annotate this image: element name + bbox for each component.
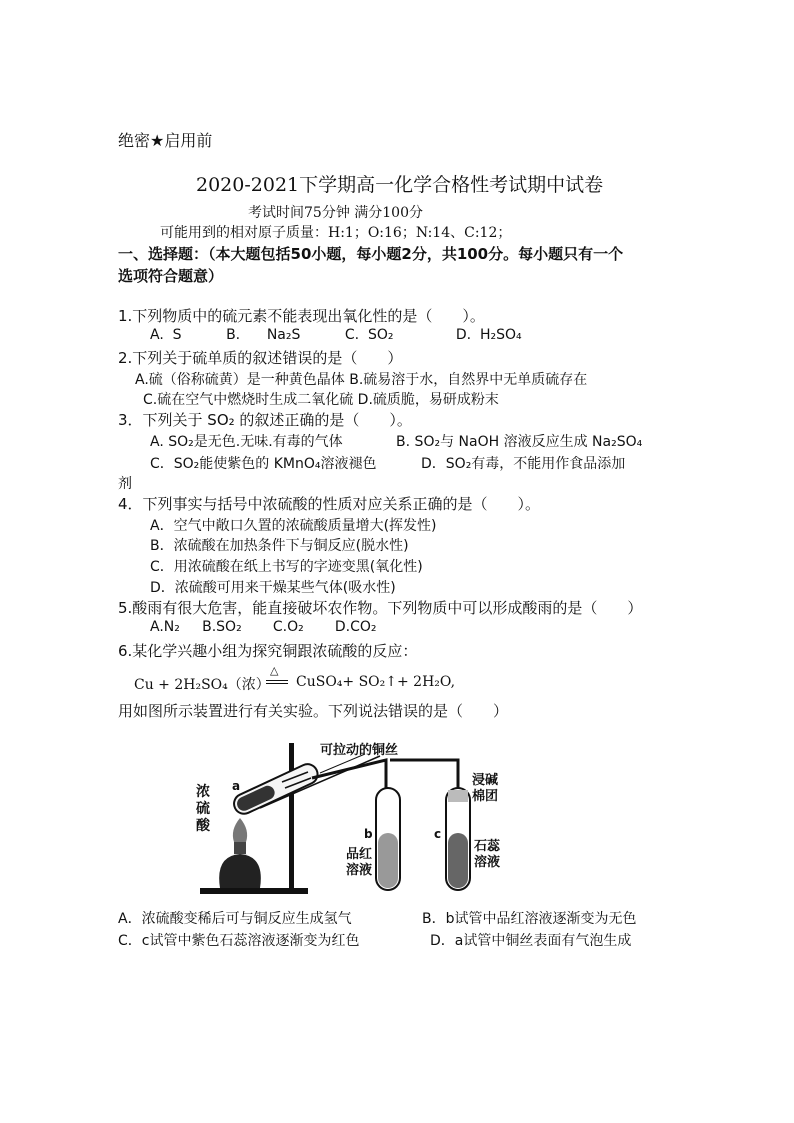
- heat-condition-symbol: △: [270, 664, 279, 677]
- section-heading-line1: 一、选择题：（本大题包括50小题，每小题2分，共100分。每小题只有一个: [118, 245, 624, 263]
- question-6-prompt: 用如图所示装置进行有关实验。下列说法错误的是（ ）: [118, 702, 509, 720]
- question-4-stem: 4．下列事实与括号中浓硫酸的性质对应关系正确的是（ ）。: [118, 495, 541, 513]
- question-6-option-a: A．浓硫酸变稀后可与铜反应生成氢气: [118, 911, 352, 927]
- page-title: 2020-2021下学期高一化学合格性考试期中试卷: [196, 174, 604, 196]
- label-c: c: [434, 827, 442, 841]
- question-1-options: A. S B. Na₂S C. SO₂ D. H₂SO₄: [150, 327, 522, 343]
- label-alkali-cotton-2: 棉团: [472, 789, 499, 804]
- exam-info: 考试时间75分钟 满分100分: [248, 205, 423, 221]
- label-alkali-cotton-1: 浸碱: [472, 773, 499, 788]
- question-2-options-line2: C.硫在空气中燃烧时生成二氧化硫 D.硫质脆，易研成粉末: [143, 392, 499, 408]
- atomic-masses: 可能用到的相对原子质量：H:1；O:16；N:14、C:12；: [160, 225, 512, 241]
- question-4-option-a: A．空气中敞口久置的浓硫酸质量增大(挥发性): [150, 518, 437, 534]
- test-tube-a: [231, 761, 321, 817]
- equation-left: Cu + 2H₂SO₄（浓）: [134, 677, 270, 693]
- question-3-options-line1: A. SO₂是无色.无味.有毒的气体 B. SO₂与 NaOH 溶液反应生成 Na₂SO₄: [150, 434, 643, 450]
- label-conc-acid-2: 硫: [196, 801, 210, 817]
- label-a: a: [232, 779, 241, 793]
- question-6-stem: 6.某化学兴趣小组为探究铜跟浓硫酸的反应：: [118, 642, 418, 660]
- stand-rod: [289, 743, 294, 890]
- label-litmus-1: 石蕊: [474, 839, 501, 854]
- experiment-apparatus-diagram: [190, 738, 660, 896]
- question-4-option-b: B．浓硫酸在加热条件下与铜反应(脱水性): [150, 538, 409, 554]
- question-5-stem: 5.酸雨有很大危害，能直接破坏农作物。下列物质中可以形成酸雨的是（ ）: [118, 599, 643, 617]
- question-3-options-line2: C．SO₂能使紫色的 KMnO₄溶液褪色 D．SO₂有毒，不能用作食品添加: [150, 456, 626, 472]
- equation-right: CuSO₄+ SO₂↑+ 2H₂O,: [296, 674, 456, 690]
- equation-arrow-line2: [266, 683, 288, 684]
- label-litmus-2: 溶液: [474, 855, 501, 870]
- question-6-option-b: B．b试管中品红溶液逐渐变为无色: [422, 911, 637, 927]
- question-6-option-d: D．a试管中铜丝表面有气泡生成: [430, 933, 632, 949]
- test-tube-b: [376, 788, 400, 890]
- question-5-options: A.N₂ B.SO₂ C.O₂ D.CO₂: [150, 619, 377, 635]
- question-2-stem: 2.下列关于硫单质的叙述错误的是（ ）: [118, 349, 403, 367]
- label-pinhong-1: 品红: [346, 847, 373, 862]
- question-6-option-c: C．c试管中紫色石蕊溶液逐渐变为红色: [118, 933, 360, 949]
- question-1-stem: 1.下列物质中的硫元素不能表现出氧化性的是（ ）。: [118, 307, 485, 325]
- label-pinhong-2: 溶液: [346, 863, 373, 878]
- equation-arrow-line1: [266, 680, 288, 681]
- test-tube-c: [446, 788, 470, 890]
- question-3-stem: 3．下列关于 SO₂ 的叙述正确的是（ ）。: [118, 411, 412, 429]
- question-4-option-c: C．用浓硫酸在纸上书写的字迹变黑(氧化性): [150, 559, 423, 575]
- label-b: b: [364, 827, 373, 841]
- label-conc-acid-1: 浓: [196, 784, 210, 800]
- label-conc-acid-3: 酸: [196, 818, 210, 834]
- question-3-options-line3: 剂: [118, 476, 132, 492]
- secret-mark: 绝密★启用前: [118, 131, 213, 150]
- label-copper-wire: 可拉动的铜丝: [320, 743, 399, 758]
- alcohol-lamp: [219, 818, 261, 888]
- question-2-options-line1: A.硫（俗称硫黄）是一种黄色晶体 B.硫易溶于水，自然界中无单质硫存在: [135, 372, 588, 388]
- section-heading-line2: 选项符合题意）: [118, 267, 224, 285]
- question-4-option-d: D．浓硫酸可用来干燥某些气体(吸水性): [150, 580, 396, 596]
